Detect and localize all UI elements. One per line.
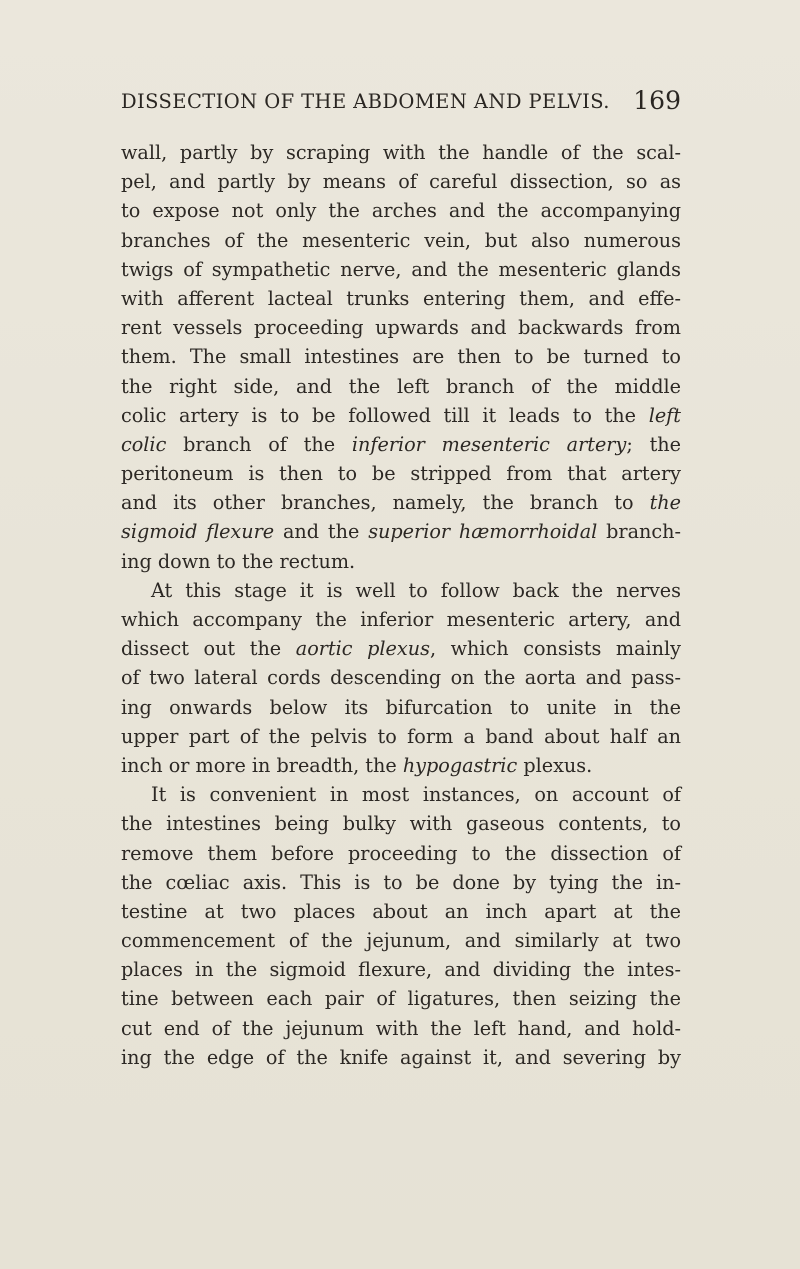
text-line: ing the edge of the knife against it, and severing by (121, 1045, 681, 1069)
text-line: wall, partly by scraping with the handle of the scal- (121, 141, 681, 164)
text-line: the intestines being bulky with gaseous contents, to (121, 812, 681, 836)
text-line: the right side, and the left branch of the middle (121, 374, 681, 398)
page-number: 169 (633, 86, 681, 115)
text-line (121, 634, 681, 663)
page-header (121, 86, 681, 124)
text-line (121, 517, 681, 546)
text-segment: ; the (626, 432, 681, 456)
text-line: commencement of the jejunum, and similarly at two (121, 929, 681, 953)
text-line: ing down to the rectum. (121, 549, 356, 573)
italic-term: colic (121, 432, 167, 456)
text-segment: and its other branches, namely, the branch to (121, 491, 634, 515)
text-line: them. The small intestines are then to be turned to (121, 345, 681, 369)
text-line: pel, and partly by means of careful dissection, so as (121, 170, 681, 194)
text-line (121, 751, 681, 780)
text-line: remove them before proceeding to the dissection of (121, 841, 681, 865)
text-segment: , which consists mainly (429, 637, 681, 661)
text-segment: colic artery is to be followed till it leads to the (121, 403, 636, 427)
text-line (121, 488, 681, 517)
italic-term: hypogastric (402, 753, 518, 777)
text-line: At this stage it is well to follow back the nerves (151, 578, 681, 602)
italic-term: aortic plexus (295, 637, 430, 661)
text-line: of two lateral cords descending on the aorta and pass- (121, 666, 681, 690)
text-line: rent vessels proceeding upwards and backwards from (121, 316, 681, 340)
text-line: which accompany the inferior mesenteric artery, and (121, 608, 681, 631)
text-line (121, 401, 681, 430)
text-segment: plexus. (523, 753, 593, 777)
text-line: cut end of the jejunum with the left hand, and hold- (121, 1016, 681, 1040)
text-line: twigs of sympathetic nerve, and the mesenteric glands (121, 257, 681, 281)
italic-term: the (649, 491, 681, 515)
text-line: upper part of the pelvis to form a band about half an (121, 724, 681, 748)
text-line: places in the sigmoid flexure, and dividing the intes- (121, 958, 681, 982)
text-line: tine between each pair of ligatures, then seizing the (121, 987, 681, 1011)
text-line: testine at two places about an inch apart at the (121, 899, 681, 923)
running-head: DISSECTION OF THE ABDOMEN AND PELVIS. (121, 90, 610, 113)
text-segment: inch or more in breadth, the (121, 753, 397, 777)
text-line: to expose not only the arches and the accompanying (121, 199, 681, 223)
italic-term: superior hæmorrhoidal (368, 520, 598, 544)
text-segment: dissect out the (121, 637, 282, 661)
text-line: branches of the mesenteric vein, but also numerous (121, 228, 681, 252)
text-line: peritoneum is then to be stripped from that artery (121, 462, 681, 486)
text-segment: branch- (606, 520, 681, 544)
italic-term: inferior mesenteric artery (351, 432, 627, 456)
text-segment: and the (282, 520, 360, 544)
italic-term: left (648, 403, 681, 427)
text-line (121, 430, 681, 459)
text-line: with afferent lacteal trunks entering them, and effe- (121, 286, 681, 310)
text-line: the cœliac axis. This is to be done by tying the in- (121, 870, 681, 894)
text-segment: branch of the (183, 432, 336, 456)
italic-term: sigmoid flexure (121, 520, 275, 544)
text-line: ing onwards below its bifurcation to unite in the (121, 695, 681, 719)
body-text (121, 138, 681, 1072)
text-line: It is convenient in most instances, on account of (151, 783, 681, 807)
